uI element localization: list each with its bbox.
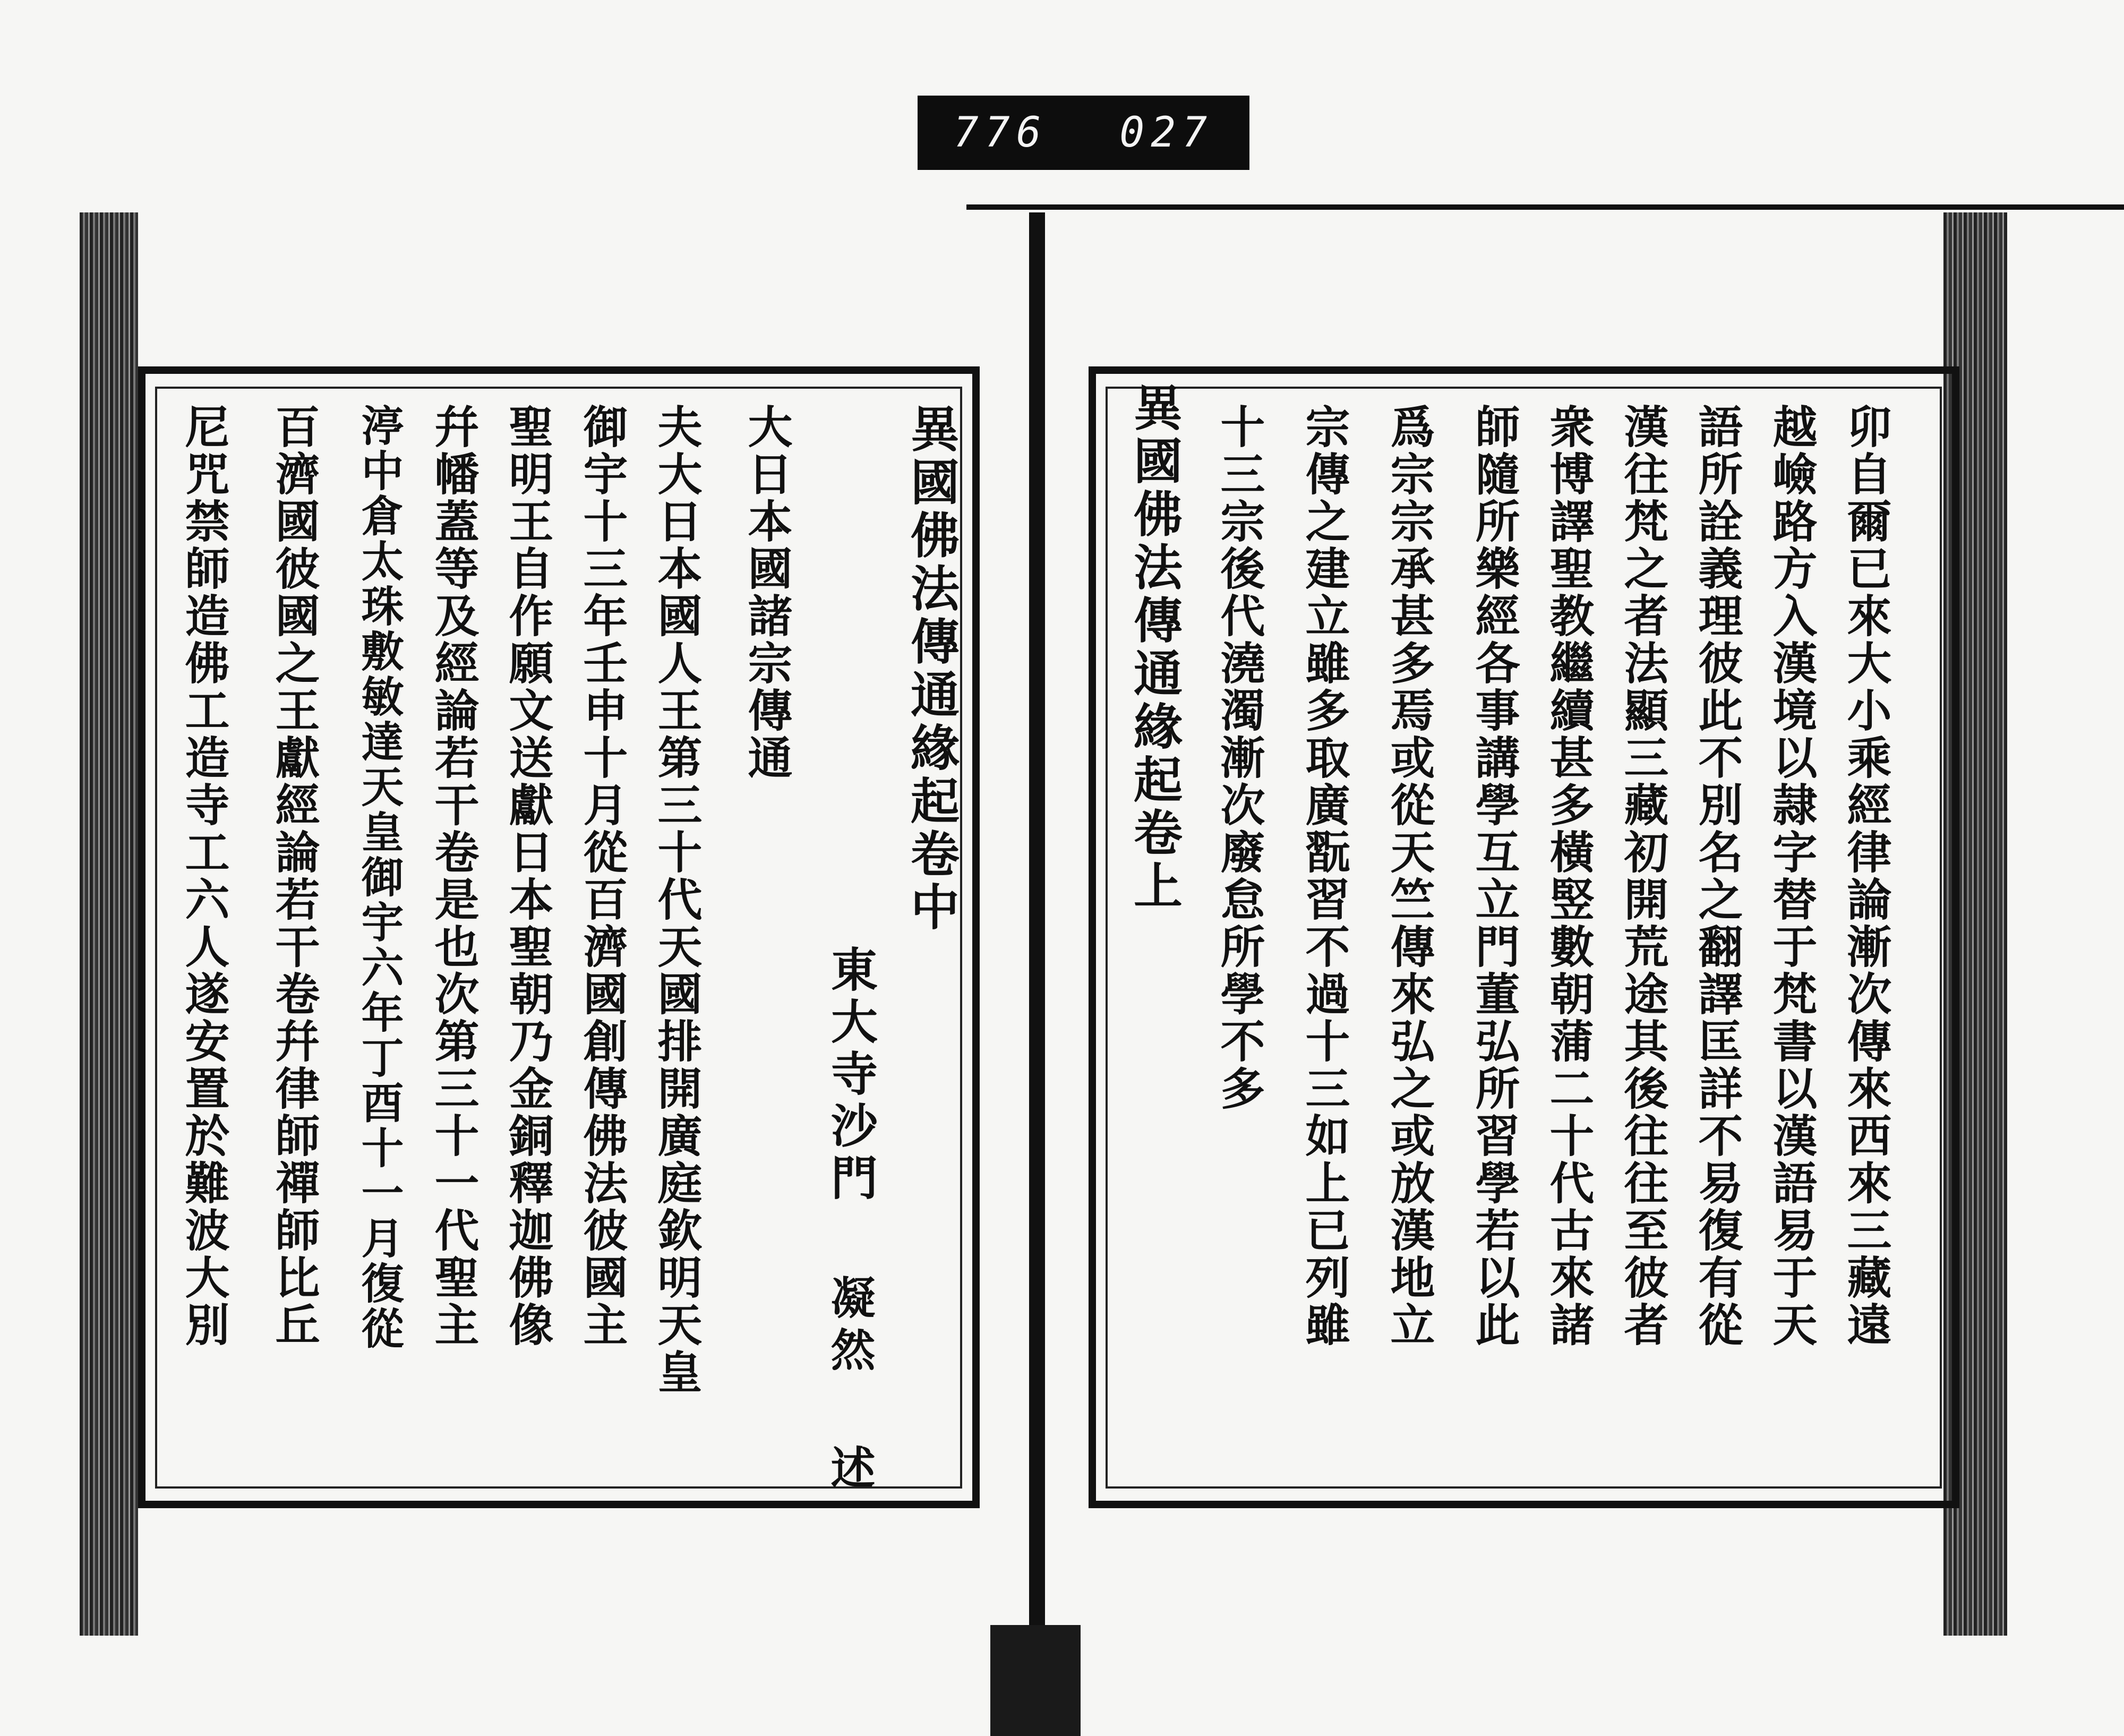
- left-column-6: 百濟國彼國之王獻經論若干卷幷律師禪師比丘: [268, 404, 321, 1349]
- right-column-9: 十三宗後代澆濁漸次廢怠所學不多: [1213, 404, 1266, 1113]
- right-column-4: 漢往梵之者法顯三藏初開荒途其後往往至彼者: [1617, 404, 1669, 1349]
- section-title: 大日本國諸宗傳通: [741, 404, 793, 782]
- left-page-title: 異國佛法傳通緣起卷中: [903, 404, 960, 935]
- film-label-left: 776: [953, 109, 1048, 157]
- left-column-3: 聖明王自作願文送獻日本聖朝乃金銅釋迦佛像: [502, 404, 554, 1349]
- right-column-1: 卯自爾已來大小乘經律論漸次傳來西來三藏遠: [1840, 404, 1892, 1349]
- left-column-1: 夫大日本國人王第三十代天國排開廣庭欽明天皇: [650, 404, 703, 1396]
- author-temple: 東大寺沙門: [824, 945, 879, 1205]
- book-edge-left: [80, 212, 138, 1636]
- right-column-7: 爲宗宗承甚多焉或從天竺傳來弘之或放漢地立: [1383, 404, 1436, 1349]
- right-column-3: 語所詮義理彼此不別名之翻譯匡詳不易復有從: [1691, 404, 1744, 1349]
- top-rule: [966, 204, 2124, 210]
- film-frame-label: [918, 96, 1249, 170]
- right-column-6: 師隨所樂經各事講學互立門董弘所習學若以此: [1468, 404, 1521, 1349]
- right-column-8: 宗傳之建立雖多取廣翫習不過十三如上已列雖: [1298, 404, 1351, 1349]
- right-column-5: 衆博譯聖教繼續甚多橫竪數朝蒲二十代古來諸: [1543, 404, 1595, 1349]
- left-column-2: 御宇十三年壬申十月從百濟國創傳佛法彼國主: [576, 404, 629, 1349]
- left-column-5: 渟中倉太珠敷敏達天皇御宇六年丁酉十一月復從: [354, 404, 404, 1352]
- left-column-4: 幷幡蓋等及經論若干卷是也次第三十一代聖主: [427, 404, 480, 1349]
- spine: [1029, 212, 1045, 1689]
- film-label-right: 027: [1119, 109, 1214, 157]
- spine-foot: [990, 1625, 1081, 1736]
- author-suffix: 述: [824, 1444, 876, 1489]
- right-page-end-title: 異國佛法傳通緣起卷上: [1126, 382, 1183, 913]
- author-name: 凝然: [824, 1275, 876, 1379]
- right-column-2: 越嶮路方入漢境以隷字替于梵書以漢語易于天: [1766, 404, 1818, 1349]
- left-column-7: 尼咒禁師造佛工造寺工六人遂安置於難波大別: [178, 404, 230, 1349]
